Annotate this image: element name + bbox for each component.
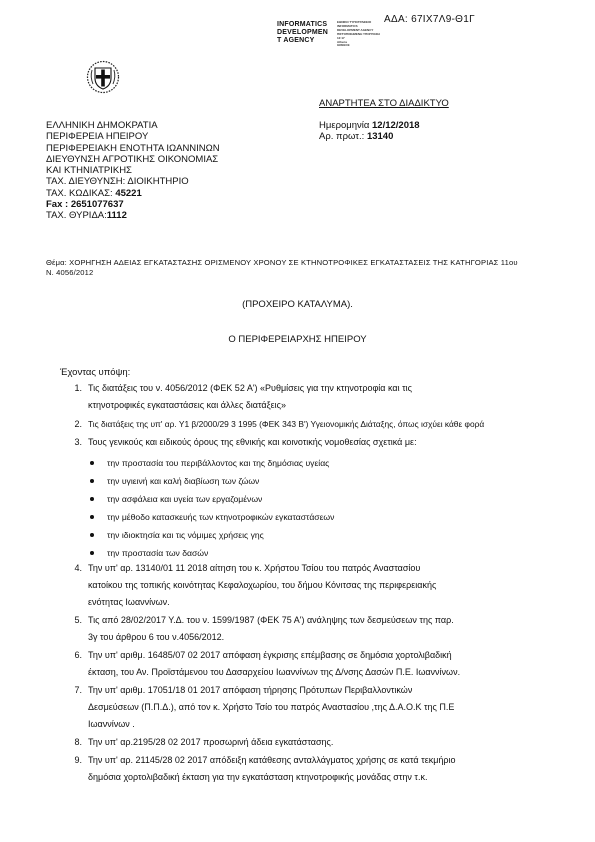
fax-line: Fax : 2651077637 — [46, 199, 124, 211]
authority-block — [46, 120, 306, 222]
date-protocol-block — [319, 120, 420, 143]
infosoc-mark: INFORMATICS DEVELOPMEN T AGENCY — [277, 21, 329, 44]
signature-fine-print: ΕΘΝΙΚΟ ΤΥΠΟΓΡΑΦΕΙΟ INFORMATICS DEVELOPMENT AGENCY ΠΙΣΤΟΠΟΙΗΜΕΝΗ ΥΠΟΓΡΑΦΗ 12:17 Athens GREECE — [337, 20, 380, 48]
authority-line: ΚΑΙ ΚΤΗΝΙΑΤΡΙΚΗΣ — [46, 165, 132, 177]
digital-signature-stamp — [277, 21, 417, 49]
issuer-title: Ο ΠΕΡΙΦΕΡΕΙΑΡΧΗΣ ΗΠΕΙΡΟΥ — [228, 334, 367, 345]
authority-line: ΠΕΡΙΦΕΡΕΙΑΚΗ ΕΝΟΤΗΤΑ ΙΩΑΝΝΙΝΩΝ — [46, 142, 220, 154]
greek-coat-of-arms-icon — [86, 60, 120, 94]
bullet-icon — [90, 479, 94, 483]
authority-line: ΔΙΕΥΘΥΝΣΗ ΑΓΡΟΤΙΚΗΣ ΟΙΚΟΝΟΜΙΑΣ — [46, 153, 219, 165]
date-line: Ημερομηνία 12/12/2018 — [319, 120, 420, 131]
bullet-icon — [90, 461, 94, 465]
intro-heading: Έχοντας υπόψη: — [60, 367, 131, 378]
bullet-icon — [90, 497, 94, 501]
authority-line: ΠΕΡΙΦΕΡΕΙΑ ΗΠΕΙΡΟΥ — [46, 131, 149, 143]
authority-line: ΤΑΧ. ΔΙΕΥΘΥΝΣΗ: ΔΙΟΙΚΗΤΗΡΙΟ — [46, 176, 189, 188]
postcode-line: ΤΑΧ. ΚΩΔΙΚΑΣ: 45221 — [46, 187, 142, 199]
ada-code: ΑΔΑ: 67ΙΧ7Λ9-Θ1Γ — [384, 14, 475, 25]
authority-line: ΕΛΛΗΝΙΚΗ ΔΗΜΟΚΡΑΤΙΑ — [46, 120, 158, 131]
subject: Θέμα: ΧΟΡΗΓΗΣΗ ΑΔΕΙΑΣ ΕΓΚΑΤΑΣΤΑΣΗΣ ΟΡΙΣΜΕΝΟΥ ΧΡΟΝΟΥ ΣΕ ΚΤΗΝΟΤΡΟΦΙΚΕΣ ΕΓΚΑΤΑΣΤΑΣΕΙΣ ΤΗΣ ΚΑΤΗΓΟΡΙΑΣ 11ου Ν. 4056/2012 — [46, 258, 518, 277]
bullet-icon — [90, 551, 94, 555]
draft-label: (ΠΡΟΧΕΙΡΟ ΚΑΤΑΛΥΜΑ). — [242, 299, 353, 310]
bullet-icon — [90, 515, 94, 519]
bullet-icon — [90, 533, 94, 537]
post-online-notice: ΑΝΑΡΤΗΤΕΑ ΣΤΟ ΔΙΑΔΙΚΤΥΟ — [319, 98, 449, 109]
protocol-line: Αρ. πρωτ.: 13140 — [319, 131, 394, 143]
pobox-line: ΤΑΧ. ΘΥΡΙΔΑ:1112 — [46, 210, 127, 222]
